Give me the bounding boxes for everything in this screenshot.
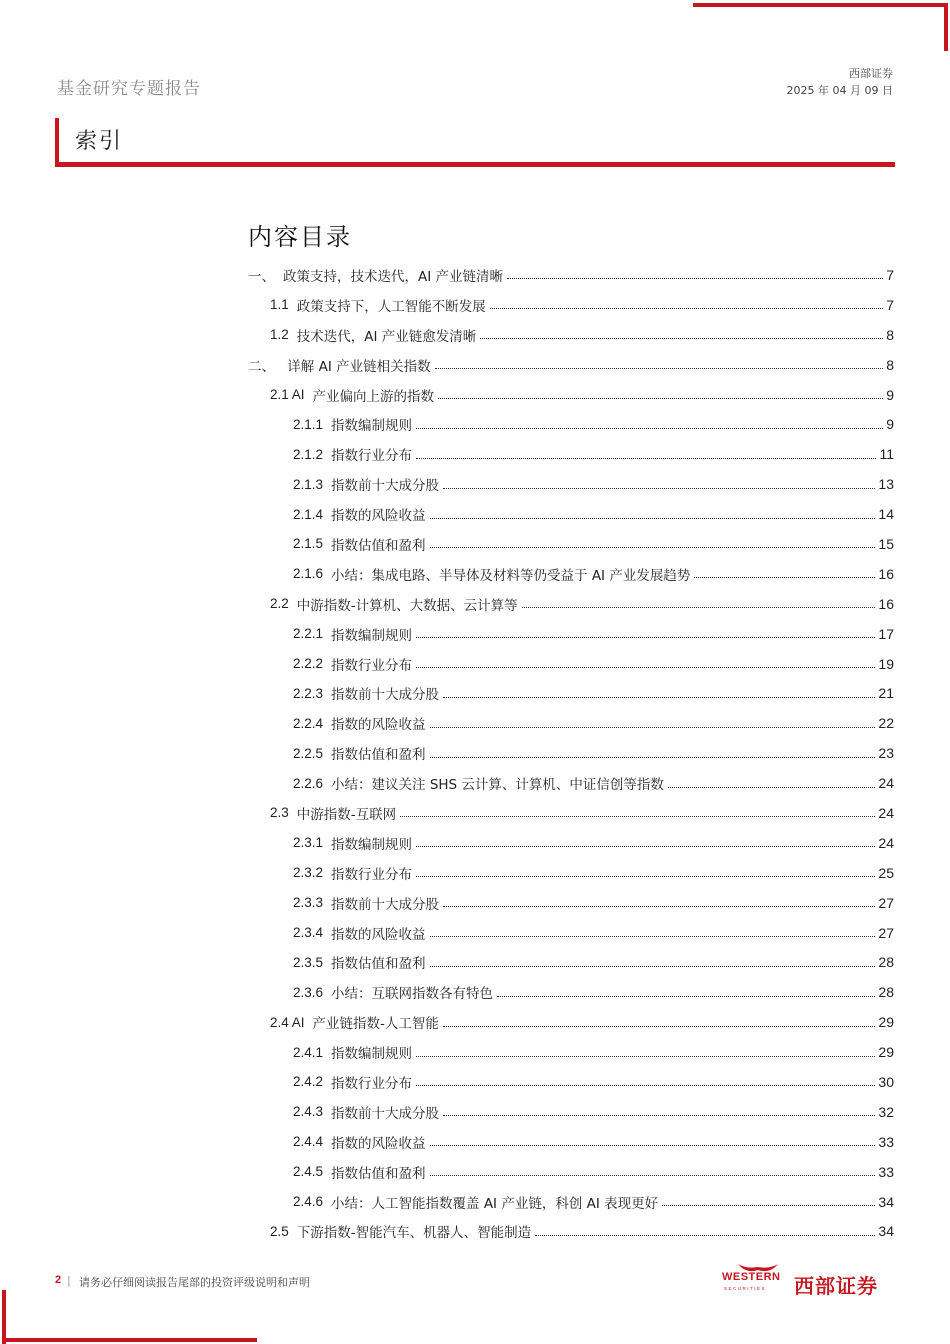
toc-entry[interactable] <box>248 469 894 499</box>
toc-entry-number: 2.4.6 <box>293 1194 324 1210</box>
corner-accent-top-horizontal <box>693 3 948 7</box>
toc-entry-number: 2.4.3 <box>293 1104 324 1120</box>
toc-entry[interactable] <box>248 708 894 738</box>
toc-leader-dots <box>430 757 876 758</box>
toc-entry-number: 2.2.2 <box>293 656 324 672</box>
toc-entry-number: 2.3.6 <box>293 984 324 1000</box>
toc-entry-title: 指数前十大成分股 <box>331 478 440 495</box>
report-date: 2025 年 04 月 09 日 <box>786 84 893 97</box>
toc-leader-dots <box>694 577 875 578</box>
toc-entry-number: 2.3 <box>270 805 289 821</box>
toc-entry-title: 下游指数-智能汽车、机器人、智能制造 <box>296 1225 532 1242</box>
toc-entry[interactable] <box>248 798 894 828</box>
toc-entry-title: 中游指数-互联网 <box>296 806 397 823</box>
toc-entry-page: 34 <box>878 1223 894 1240</box>
toc-leader-dots <box>416 637 875 638</box>
toc-leader-dots <box>535 1235 875 1236</box>
toc-entry-page: 13 <box>878 476 894 493</box>
toc-entry-page: 9 <box>886 386 894 403</box>
corner-accent-bottom-horizontal <box>2 1338 257 1342</box>
toc-leader-dots <box>430 727 876 728</box>
toc-entry[interactable] <box>248 738 894 768</box>
toc-entry-page: 11 <box>879 446 894 463</box>
toc-entry-page: 8 <box>886 356 894 373</box>
toc-leader-dots <box>416 458 876 459</box>
toc-leader-dots <box>435 368 884 369</box>
toc-entry-number: 2.2.6 <box>293 775 324 791</box>
toc-entry-page: 28 <box>878 954 894 971</box>
toc-entry-number: 1.1 <box>270 297 289 313</box>
toc-entry[interactable] <box>248 260 894 290</box>
toc-entry-title: 指数编制规则 <box>331 836 413 853</box>
toc-entry-title: 指数估值和盈利 <box>331 1165 426 1182</box>
footer-separator: | <box>67 1274 71 1287</box>
toc-entry-title: 指数的风险收益 <box>331 926 426 943</box>
toc-leader-dots <box>416 1056 875 1057</box>
toc-entry-page: 34 <box>878 1193 894 1210</box>
toc-entry-title: 中游指数-计算机、大数据、云计算等 <box>296 597 518 614</box>
toc-entry-page: 33 <box>878 1163 894 1180</box>
toc-entry-number: 2.3.5 <box>293 954 324 970</box>
toc-entry[interactable] <box>248 290 894 320</box>
toc-leader-dots <box>400 816 875 817</box>
footer-disclaimer: 请务必仔细阅读报告尾部的投资评级说明和声明 <box>79 1276 310 1289</box>
toc-entry-title: 技术迭代，AI 产业链愈发清晰 <box>296 328 477 345</box>
toc-entry-title: 指数前十大成分股 <box>331 896 440 913</box>
toc-entry-number: 2.4 AI <box>270 1014 305 1030</box>
toc-entry[interactable] <box>248 409 894 439</box>
toc-entry[interactable] <box>248 559 894 589</box>
toc-entry-title: 指数前十大成分股 <box>331 1105 440 1122</box>
toc-entry-number: 2.3.1 <box>293 835 324 851</box>
toc-entry[interactable] <box>248 1157 894 1187</box>
toc-entry-title: 政策支持下，人工智能不断发展 <box>296 298 486 315</box>
toc-entry-page: 32 <box>878 1103 894 1120</box>
section-title: 索引 <box>75 129 124 154</box>
toc-leader-dots <box>443 697 875 698</box>
logo-wordmark-cn: 西部证券 <box>794 1274 878 1298</box>
toc-entry-number: 2.1 AI <box>270 387 305 402</box>
toc-entry-title: 产业偏向上游的指数 <box>312 388 435 405</box>
toc-leader-dots <box>490 308 883 309</box>
toc-entry-number: 2.4.5 <box>293 1164 324 1180</box>
toc-entry[interactable] <box>248 1217 894 1247</box>
toc-entry-page: 28 <box>878 984 894 1001</box>
toc-leader-dots <box>443 488 875 489</box>
toc-entry-number: 2.4.1 <box>293 1044 324 1060</box>
section-divider <box>55 162 895 167</box>
toc-entry-title: 小结：集成电路、半导体及材料等仍受益于 AI 产业发展趋势 <box>331 567 691 584</box>
toc-leader-dots <box>430 547 876 548</box>
toc-entry-title: 指数估值和盈利 <box>331 537 426 554</box>
toc-entry[interactable] <box>248 888 894 918</box>
toc-entry-number: 1.2 <box>270 327 289 343</box>
toc-entry-number: 2.1.3 <box>293 476 324 492</box>
toc-leader-dots <box>438 398 883 399</box>
toc-entry-page: 15 <box>878 535 894 552</box>
toc-entry-page: 24 <box>878 775 894 792</box>
toc-entry[interactable] <box>248 589 894 619</box>
toc-entry[interactable] <box>248 768 894 798</box>
toc-entry[interactable] <box>248 380 894 410</box>
toc-leader-dots <box>430 1145 876 1146</box>
toc-leader-dots <box>416 428 883 429</box>
toc-entry[interactable] <box>248 828 894 858</box>
toc-leader-dots <box>430 936 876 937</box>
toc-entry[interactable] <box>248 320 894 350</box>
toc-entry-title: 指数编制规则 <box>331 1046 413 1063</box>
toc-entry-title: 指数行业分布 <box>331 448 413 465</box>
toc-entry[interactable] <box>248 529 894 559</box>
toc-entry-number: 2.4.4 <box>293 1134 324 1150</box>
section-title-bar <box>55 118 59 164</box>
toc-leader-dots <box>416 876 875 877</box>
toc-leader-dots <box>662 1205 875 1206</box>
toc-entry-page: 7 <box>886 296 894 313</box>
toc-entry-title: 指数编制规则 <box>331 418 413 435</box>
toc-entry-number: 2.1.4 <box>293 506 324 522</box>
toc-entry-number: 二、 <box>248 358 275 374</box>
toc-entry-title: 指数前十大成分股 <box>331 687 440 704</box>
toc-entry[interactable] <box>248 977 894 1007</box>
toc-entry-number: 2.1.2 <box>293 446 324 462</box>
toc-entry-page: 33 <box>878 1133 894 1150</box>
footer-page-number: 2 <box>55 1274 62 1286</box>
toc-heading: 内容目录 <box>248 223 352 251</box>
toc-leader-dots <box>497 996 875 997</box>
toc-entry[interactable] <box>248 439 894 469</box>
toc-entry-title: 小结：建议关注 SHS 云计算、计算机、中证信创等指数 <box>331 777 664 794</box>
toc-entry-title: 指数的风险收益 <box>331 508 426 525</box>
toc-entry-number: 2.5 <box>270 1223 289 1239</box>
toc-entry-number: 2.3.4 <box>293 925 324 941</box>
toc-entry-title: 指数行业分布 <box>331 657 413 674</box>
toc-entry[interactable] <box>248 1007 894 1037</box>
toc-entry-page: 7 <box>886 266 894 283</box>
toc-entry[interactable] <box>248 1187 894 1217</box>
toc-entry-page: 29 <box>878 1044 894 1061</box>
toc-entry-page: 21 <box>878 685 894 702</box>
toc-leader-dots <box>416 1085 875 1086</box>
toc-entry-title: 政策支持，技术迭代，AI 产业链清晰 <box>283 268 504 285</box>
toc-entry[interactable] <box>248 858 894 888</box>
toc-entry-number: 一、 <box>248 268 275 284</box>
toc-entry-title: 指数的风险收益 <box>331 1135 426 1152</box>
toc-entry[interactable] <box>248 1037 894 1067</box>
toc-entry-page: 30 <box>878 1073 894 1090</box>
toc-entry-title: 指数估值和盈利 <box>331 747 426 764</box>
toc-entry-title: 指数行业分布 <box>331 866 413 883</box>
toc-leader-dots <box>430 966 876 967</box>
toc-entry-page: 9 <box>886 416 894 433</box>
toc-entry-title: 产业链指数-人工智能 <box>312 1016 439 1033</box>
corner-accent-bottom-vertical <box>2 1290 6 1344</box>
toc-entry-page: 16 <box>878 565 894 582</box>
toc-entry-title: 指数编制规则 <box>331 627 413 644</box>
toc-entry[interactable] <box>248 1127 894 1157</box>
toc-entry-page: 23 <box>878 745 894 762</box>
toc-leader-dots <box>443 906 875 907</box>
toc-entry-page: 29 <box>878 1014 894 1031</box>
toc-entry[interactable] <box>248 947 894 977</box>
toc-entry-page: 17 <box>878 625 894 642</box>
corner-accent-top-vertical <box>944 3 948 51</box>
table-of-contents <box>248 260 894 1246</box>
toc-entry-title: 指数估值和盈利 <box>331 956 426 973</box>
toc-entry-number: 2.2.4 <box>293 715 324 731</box>
toc-entry[interactable] <box>248 918 894 948</box>
toc-entry-page: 27 <box>878 894 894 911</box>
toc-leader-dots <box>443 1115 875 1116</box>
company-logo <box>722 1262 892 1302</box>
toc-entry-page: 16 <box>878 595 894 612</box>
toc-entry-title: 小结：人工智能指数覆盖 AI 产业链，科创 AI 表现更好 <box>331 1195 659 1212</box>
toc-entry[interactable] <box>248 499 894 529</box>
toc-entry[interactable] <box>248 350 894 380</box>
toc-entry-number: 2.3.2 <box>293 865 324 881</box>
toc-entry-title: 详解 AI 产业链相关指数 <box>283 358 431 375</box>
logo-wordmark-sub: SECURITIES <box>724 1286 767 1291</box>
toc-entry-title: 指数行业分布 <box>331 1075 413 1092</box>
toc-entry-page: 14 <box>878 506 894 523</box>
toc-leader-dots <box>430 1175 876 1176</box>
toc-leader-dots <box>416 846 875 847</box>
toc-entry-number: 2.2 <box>270 596 289 612</box>
toc-entry-page: 22 <box>878 715 894 732</box>
toc-leader-dots <box>430 518 876 519</box>
toc-entry-page: 24 <box>878 834 894 851</box>
toc-entry-page: 24 <box>878 804 894 821</box>
toc-entry-title: 小结：互联网指数各有特色 <box>331 986 494 1003</box>
toc-leader-dots <box>416 667 875 668</box>
toc-entry[interactable] <box>248 649 894 679</box>
logo-wordmark-en: WESTERN <box>722 1271 781 1283</box>
toc-entry-number: 2.1.6 <box>293 566 324 582</box>
toc-entry-page: 27 <box>878 924 894 941</box>
toc-leader-dots <box>522 607 876 608</box>
toc-entry[interactable] <box>248 1097 894 1127</box>
toc-entry-page: 8 <box>886 326 894 343</box>
toc-entry-number: 2.1.5 <box>293 536 324 552</box>
toc-entry-page: 25 <box>878 864 894 881</box>
toc-entry-number: 2.2.3 <box>293 685 324 701</box>
toc-entry-number: 2.1.1 <box>293 416 324 432</box>
toc-entry-number: 2.4.2 <box>293 1074 324 1090</box>
company-name: 西部证券 <box>849 67 893 80</box>
toc-leader-dots <box>507 278 883 279</box>
toc-leader-dots <box>668 787 876 788</box>
toc-entry[interactable] <box>248 678 894 708</box>
toc-entry-number: 2.3.3 <box>293 895 324 911</box>
toc-leader-dots <box>480 338 883 339</box>
toc-entry-number: 2.2.1 <box>293 626 324 642</box>
report-type: 基金研究专题报告 <box>57 79 201 99</box>
toc-entry-page: 19 <box>878 655 894 672</box>
toc-entry[interactable] <box>248 1067 894 1097</box>
toc-leader-dots <box>443 1026 876 1027</box>
toc-entry-title: 指数的风险收益 <box>331 717 426 734</box>
toc-entry[interactable] <box>248 619 894 649</box>
toc-entry-number: 2.2.5 <box>293 745 324 761</box>
